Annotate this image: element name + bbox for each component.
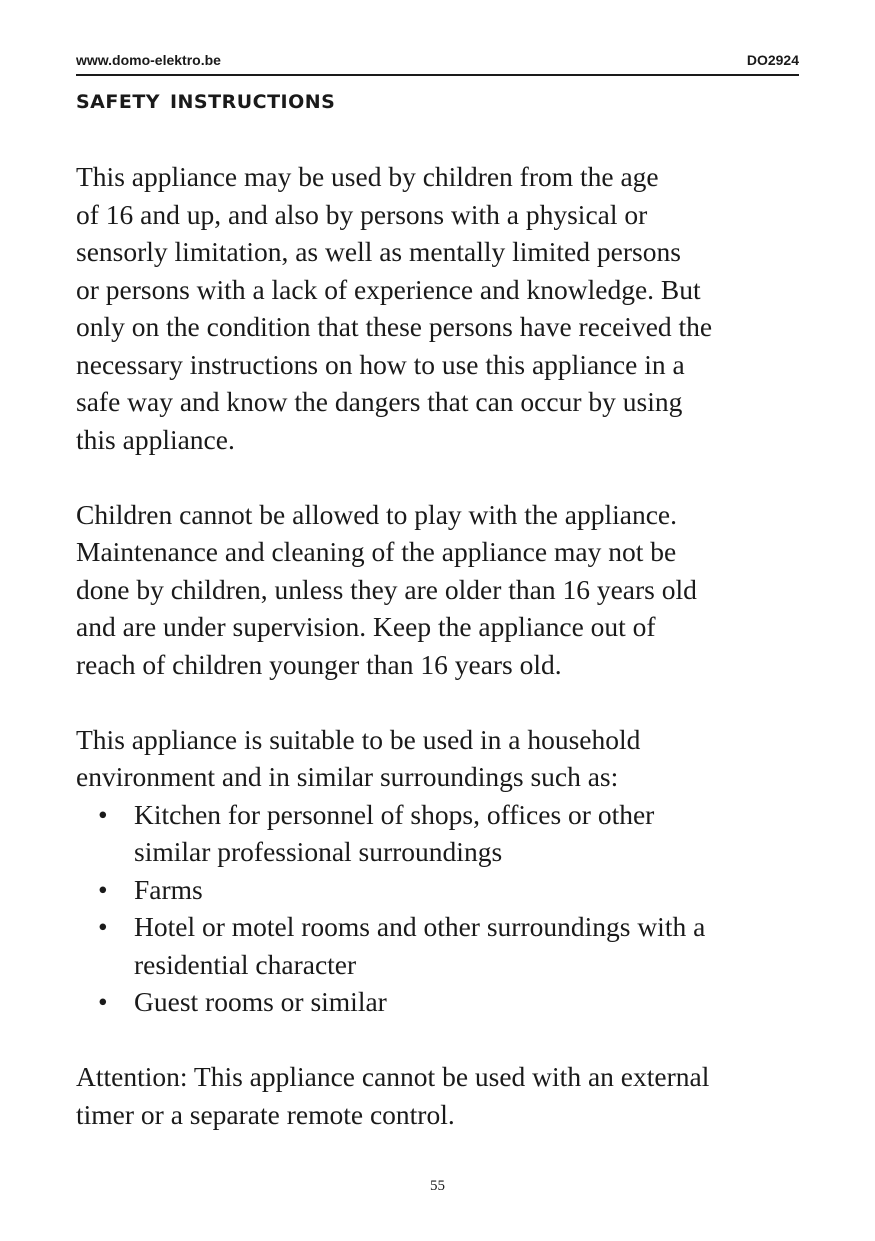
text-line: Kitchen for personnel of shops, offices or other	[134, 798, 655, 830]
text-line: timer or a separate remote control.	[76, 1098, 455, 1130]
page-header	[76, 52, 799, 76]
list-item	[76, 908, 816, 983]
text-line: Attention: This appliance cannot be used with an external	[76, 1061, 710, 1092]
text-line: safe way and know the dangers that can occur by using	[76, 386, 683, 417]
list-item	[76, 871, 816, 909]
model-number: DO2924	[746, 52, 799, 68]
text-line: This appliance may be used by children from the age	[76, 161, 659, 192]
text-line: similar professional surroundings	[134, 836, 503, 867]
text-line: This appliance is suitable to be used in a household	[76, 723, 641, 755]
surroundings-list	[76, 796, 816, 1021]
text-line: sensorly limitation, as well as mentally limited persons	[76, 236, 681, 267]
paragraph-children	[76, 496, 816, 684]
text-line: this appliance.	[76, 423, 235, 455]
list-item	[76, 983, 816, 1021]
text-line: and are under supervision. Keep the appliance out of	[76, 611, 656, 642]
text-line: necessary instructions on how to use this appliance in a	[76, 348, 685, 380]
text-line: only on the condition that these persons have received the	[76, 311, 713, 342]
page-number: 55	[430, 1178, 445, 1194]
text-line: or persons with a lack of experience and knowledge. But	[76, 273, 701, 305]
text-line: Guest rooms or similar	[134, 986, 387, 1017]
text-line: environment and in similar surroundings such as:	[76, 761, 619, 792]
paragraph-usage-persons	[76, 158, 816, 458]
paragraph-attention	[76, 1058, 816, 1133]
text-line: Hotel or motel rooms and other surroundings with a	[134, 911, 706, 942]
bullet-icon: •	[98, 798, 108, 830]
paragraph-household-use	[76, 721, 816, 796]
body-text	[76, 158, 816, 1133]
bullet-icon: •	[98, 873, 108, 905]
text-line: of 16 and up, and also by persons with a physical or	[76, 198, 648, 230]
website-url: www.domo-elektro.be	[76, 52, 221, 68]
list-item	[76, 796, 816, 871]
bullet-icon: •	[98, 986, 108, 1017]
bullet-icon: •	[98, 911, 108, 942]
text-line: Farms	[134, 873, 203, 905]
text-line: reach of children younger than 16 years old.	[76, 648, 562, 680]
text-line: residential character	[134, 948, 357, 980]
section-title: safety instructions	[76, 84, 336, 115]
text-line: Children cannot be allowed to play with the appliance.	[76, 498, 677, 530]
text-line: done by children, unless they are older than 16 years old	[76, 573, 697, 605]
text-line: Maintenance and cleaning of the appliance may not be	[76, 536, 677, 567]
